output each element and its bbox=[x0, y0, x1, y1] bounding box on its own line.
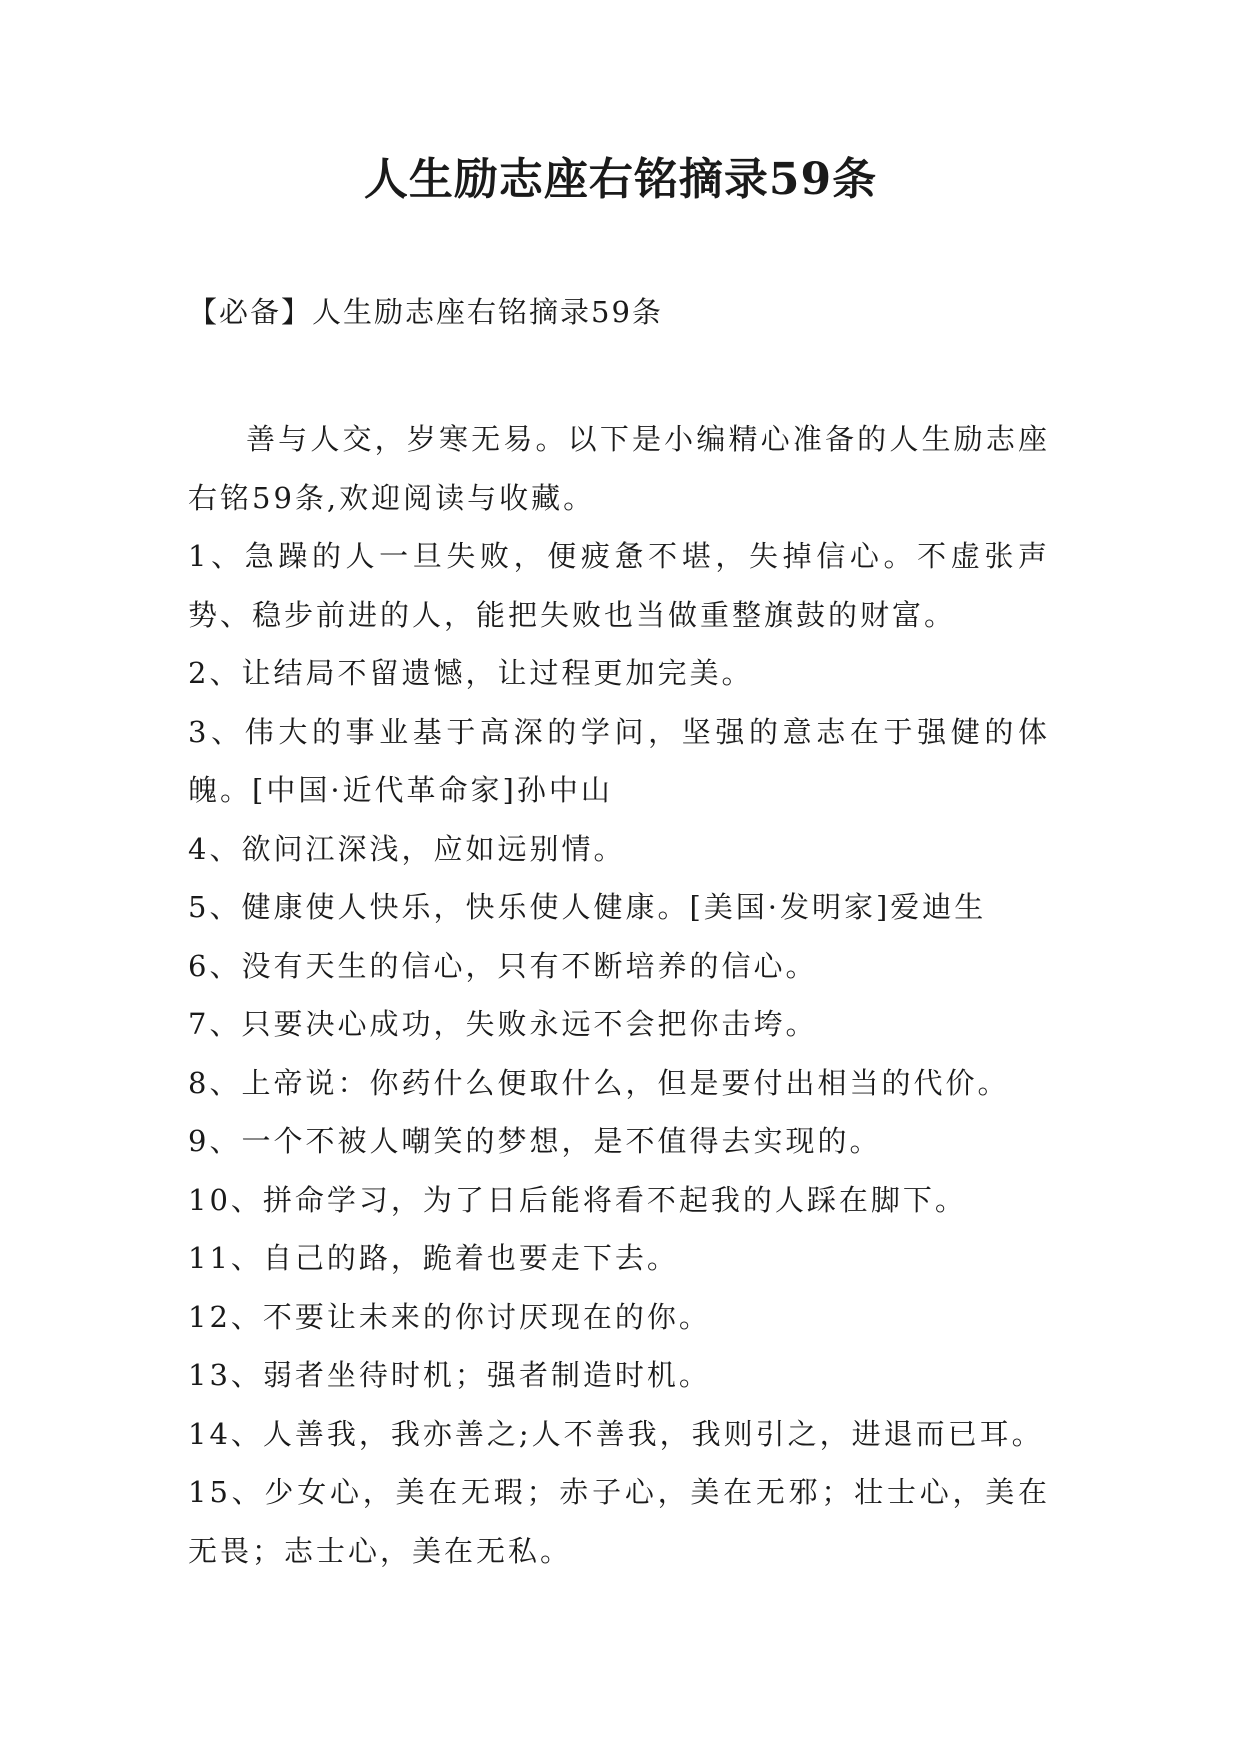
list-item: 9、一个不被人嘲笑的梦想，是不值得去实现的。 bbox=[188, 1124, 882, 1158]
document-title: 人生励志座右铭摘录59条 bbox=[363, 154, 878, 205]
document-body bbox=[188, 410, 1050, 1580]
list-item: 14、人善我，我亦善之;人不善我，我则引之，进退而已耳。 bbox=[188, 1416, 1044, 1451]
list-item: 10、拼命学习，为了日后能将看不起我的人踩在脚下。 bbox=[188, 1182, 967, 1217]
list-item: 7、只要决心成功，失败永远不会把你击垮。 bbox=[188, 1007, 818, 1041]
list-item: 4、欲问江深浅，应如远别情。 bbox=[188, 831, 626, 866]
document-subtitle: 【必备】人生励志座右铭摘录59条 bbox=[188, 295, 663, 329]
list-item: 6、没有天生的信心，只有不断培养的信心。 bbox=[188, 948, 818, 983]
list-item: 3、伟大的事业基于高深的学问，坚强的意志在于强健的体魄。[中国·近代革命家]孙中山 bbox=[188, 714, 1050, 807]
intro-paragraph: 善与人交，岁寒无易。以下是小编精心准备的人生励志座右铭59条,欢迎阅读与收藏。 bbox=[188, 422, 1050, 515]
list-item: 15、少女心，美在无瑕；赤子心，美在无邪；壮士心，美在无畏；志士心，美在无私。 bbox=[188, 1475, 1050, 1568]
list-item: 13、弱者坐待时机；强者制造时机。 bbox=[188, 1358, 711, 1392]
list-item: 1、急躁的人一旦失败，便疲惫不堪，失掉信心。不虚张声势、稳步前进的人，能把失败也当做重整旗鼓的财富。 bbox=[188, 539, 1050, 632]
list-item: 2、让结局不留遗憾，让过程更加完美。 bbox=[188, 656, 754, 690]
list-item: 11、自己的路，跪着也要走下去。 bbox=[188, 1241, 679, 1275]
list-item: 8、上帝说：你药什么便取什么，但是要付出相当的代价。 bbox=[188, 1065, 1010, 1100]
list-item: 5、健康使人快乐，快乐使人健康。[美国·发明家]爱迪生 bbox=[188, 890, 987, 924]
list-item: 12、不要让未来的你讨厌现在的你。 bbox=[188, 1299, 711, 1334]
